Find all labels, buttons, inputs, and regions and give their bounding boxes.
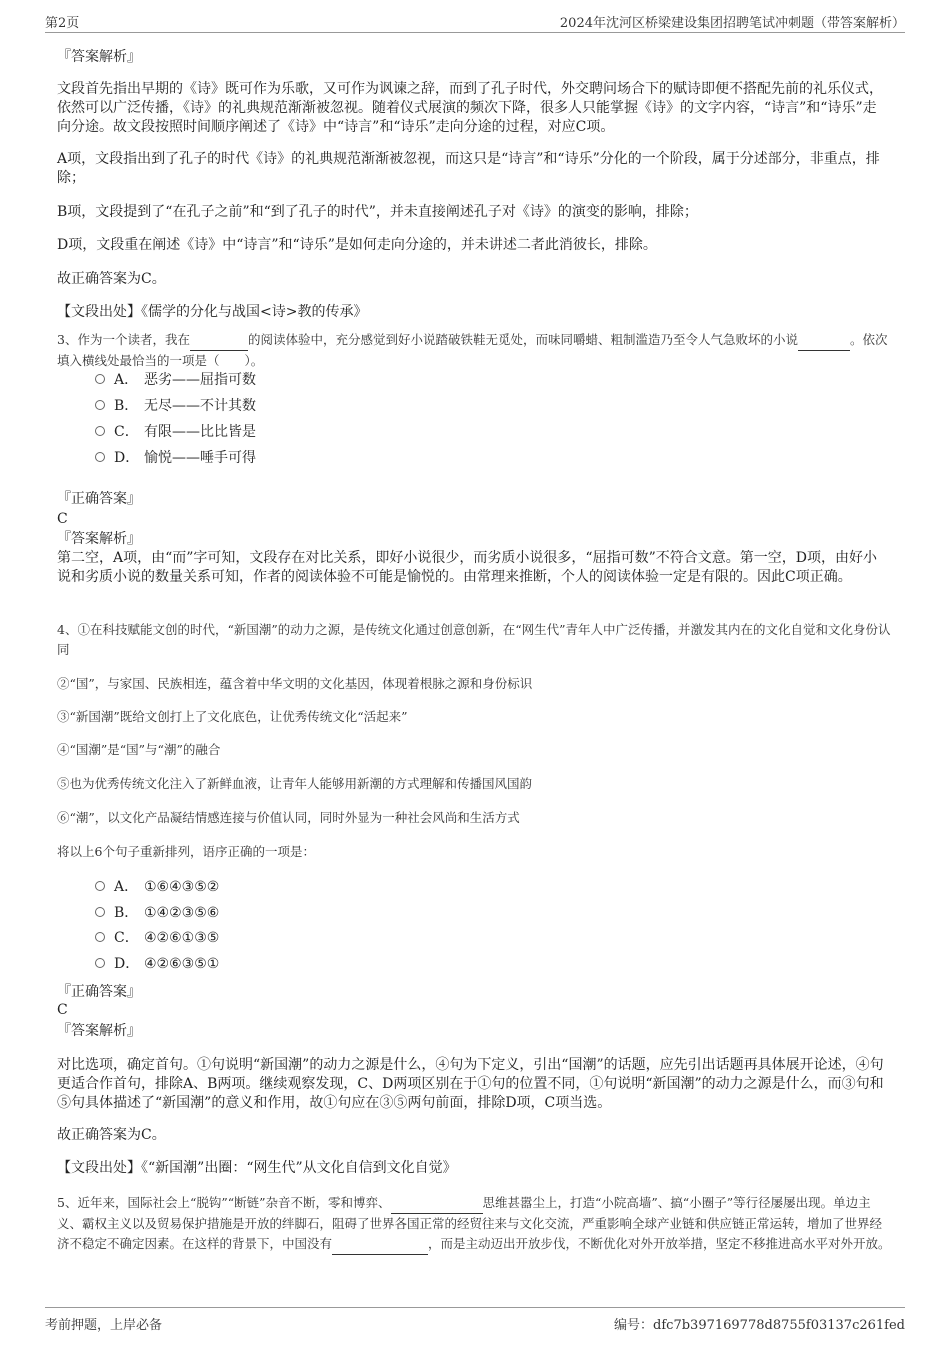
q2-source: 【文段出处】《儒学的分化与战国<诗>教的传承》 — [57, 304, 368, 320]
q4-option-d[interactable]: D． ④②⑥③⑤① — [95, 953, 219, 975]
q2-option-d-analysis: D项，文段重在阐述《诗》中“诗言”和“诗乐”是如何走向分途的，并未讲述二者此消彼长，排除。 — [57, 237, 657, 253]
q3-correct-label: 『正确答案』 — [57, 491, 141, 507]
q4-analysis-label: 『答案解析』 — [57, 1023, 141, 1039]
radio-icon[interactable] — [95, 400, 105, 410]
document-title: 2024年沈河区桥梁建设集团招聘笔试冲刺题（带答案解析） — [559, 16, 905, 31]
radio-icon[interactable] — [95, 452, 105, 462]
q4-option-b[interactable]: B． ①④②③⑤⑥ — [95, 902, 219, 924]
q5-stem-part-a: 5、近年来，国际社会上“脱钩”“断链”杂音不断，零和博弈、 — [57, 1195, 391, 1210]
radio-icon[interactable] — [95, 374, 105, 384]
q3-analysis-text: 第二空，A项，由“而”字可知，文段存在对比关系，即好小说很少，而劣质小说很多，“屈指可数”不符合文意。第一空，D项，由好小说和劣质小说的数量关系可知，作者的阅读体验不可能是愉悦的。由常理来推断，个人的阅读体验一定是有限的。因此C项正确。 — [57, 550, 877, 585]
page-footer — [45, 1307, 905, 1336]
q2-option-b-analysis: B项，文段提到了“在孔子之前”和“到了孔子的时代”，并未直接阐述孔子对《诗》的演变的影响，排除； — [57, 204, 698, 220]
q2-conclusion: 故正确答案为C。 — [57, 271, 166, 287]
q3-correct-answer: C — [57, 511, 68, 527]
page-header — [45, 10, 905, 33]
q4-correct-label: 『正确答案』 — [57, 984, 141, 1000]
q5-blank-2 — [332, 1234, 428, 1255]
q4-sentence-1: 4、①在科技赋能文创的时代，“新国潮”的动力之源，是传统文化通过创意创新，在“网生代”青年人中广泛传播，并激发其内在的文化自觉和文化身份认同 — [57, 622, 891, 657]
q3-stem-part-a: 3、作为一个读者，我在 — [57, 332, 190, 347]
radio-icon[interactable] — [95, 958, 105, 968]
q5-stem — [57, 1193, 892, 1255]
q4-conclusion: 故正确答案为C。 — [57, 1127, 166, 1143]
q4-sentence-3: ③“新国潮”既给文创打上了文化底色，让优秀传统文化“活起来” — [57, 709, 408, 724]
q4-option-c[interactable]: C． ④②⑥①③⑤ — [95, 927, 219, 949]
q2-analysis-label: 『答案解析』 — [57, 49, 141, 65]
q3-analysis-label: 『答案解析』 — [57, 531, 141, 547]
q5-stem-part-b: 思维甚嚣尘上，打造“小院高墙”、搞“小圈子”等行径屡屡出现。单边主义、霸权主义以及贸易保护措施是开放的绊脚石，阻碍了世界各国正常的经贸往来与文化交流，严重影响全球产业链和供应链正常运转，增加了世界经济不稳定不确定因素。在这样的背景下，中国没有 — [57, 1195, 883, 1251]
q3-stem-part-c: 。依次填入横线处最恰当的一项是（ ）。 — [57, 332, 888, 368]
document-id: 编号：dfc7b397169778d8755f03137c261fed — [614, 1318, 905, 1333]
q4-source: 【文段出处】《“新国潮”出圈：“网生代”从文化自信到文化自觉》 — [57, 1160, 457, 1176]
q4-sentence-2: ②“国”，与家国、民族相连，蕴含着中华文明的文化基因，体现着根脉之源和身份标识 — [57, 676, 533, 691]
radio-icon[interactable] — [95, 907, 105, 917]
radio-icon[interactable] — [95, 932, 105, 942]
q3-blank-1 — [190, 330, 248, 351]
q3-option-d[interactable]: D． 愉悦——唾手可得 — [95, 447, 256, 469]
q4-sentence-5: ⑤也为优秀传统文化注入了新鲜血液，让青年人能够用新潮的方式理解和传播国风国韵 — [57, 776, 533, 791]
page-number: 第2页 — [45, 16, 80, 31]
q4-prompt: 将以上6个句子重新排列，语序正确的一项是： — [57, 844, 315, 859]
q5-stem-part-c: ，而是主动迈出开放步伐，不断优化对外开放举措，坚定不移推进高水平对外开放。 — [428, 1236, 891, 1251]
q3-blank-2 — [798, 330, 850, 351]
q2-analysis-text: 文段首先指出早期的《诗》既可作为乐歌，又可作为讽谏之辞，而到了孔子时代，外交聘问场合下的赋诗即便不搭配先前的礼乐仪式，依然可以广泛传播，《诗》的礼典规范渐渐被忽视。随着仪式展演的频次下降，很多人只能掌握《诗》的文字内容，“诗言”和“诗乐”走向分途。故文段按照时间顺序阐述了《诗》中“诗言”和“诗乐”走向分途的过程，对应C项。 — [57, 81, 883, 135]
q3-option-c[interactable]: C． 有限——比比皆是 — [95, 421, 256, 443]
q3-option-a[interactable]: A． 恶劣——屈指可数 — [95, 369, 256, 391]
q3-stem-part-b: 的阅读体验中，充分感觉到好小说踏破铁鞋无觅处，而味同嚼蜡、粗制滥造乃至令人气急败坏的小说 — [247, 332, 798, 347]
radio-icon[interactable] — [95, 881, 105, 891]
q2-option-a-analysis: A项，文段指出到了孔子的时代《诗》的礼典规范渐渐被忽视，而这只是“诗言”和“诗乐”分化的一个阶段，属于分述部分，非重点，排除； — [57, 151, 880, 186]
q4-analysis-text: 对比选项，确定首句。①句说明“新国潮”的动力之源是什么，④句为下定义，引出“国潮”的话题，应先引出话题再具体展开论述，④句更适合作首句，排除A、B两项。继续观察发现，C、D两项区别在于①句的位置不同，①句说明“新国潮”的动力之源是什么，而③句和⑤句具体描述了“新国潮”的意义和作用，故①句应在③⑤两句前面，排除D项，C项当选。 — [57, 1057, 884, 1111]
q5-blank-1 — [391, 1193, 483, 1214]
q4-sentence-4: ④“国潮”是“国”与“潮”的融合 — [57, 742, 221, 757]
q4-option-a[interactable]: A． ①⑥④③⑤② — [95, 876, 219, 898]
q3-option-b[interactable]: B． 无尽——不计其数 — [95, 395, 256, 417]
footer-slogan: 考前押题，上岸必备 — [45, 1318, 163, 1333]
radio-icon[interactable] — [95, 426, 105, 436]
q4-sentence-6: ⑥“潮”，以文化产品凝结情感连接与价值认同，同时外显为一种社会风尚和生活方式 — [57, 810, 520, 825]
q4-correct-answer: C — [57, 1002, 68, 1018]
q3-stem — [57, 330, 892, 371]
